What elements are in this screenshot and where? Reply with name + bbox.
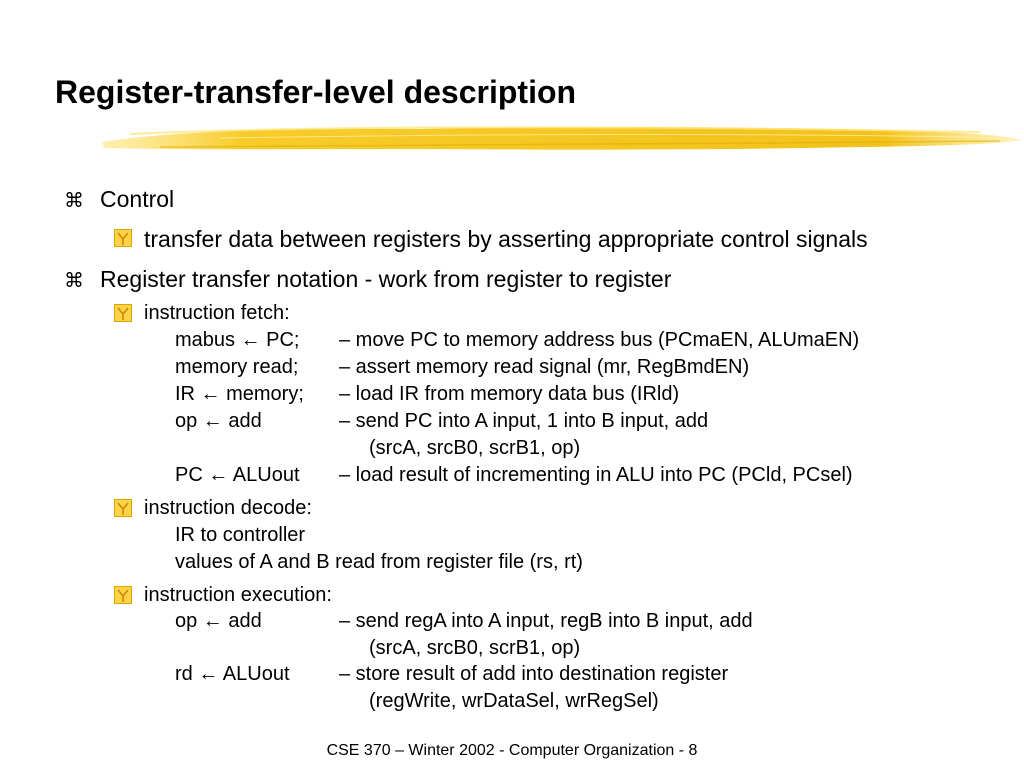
checkbox-bullet-icon	[114, 499, 132, 517]
item-instruction-execution: instruction execution:	[144, 584, 332, 606]
rtl-continuation: (srcA, srcB0, scrB1, op)	[369, 637, 581, 659]
checkbox-bullet-icon	[114, 586, 132, 604]
rtl-continuation: (regWrite, wrDataSel, wrRegSel)	[369, 690, 659, 712]
bullet-icon: ⌘	[64, 188, 84, 212]
item-transfer-data: transfer data between registers by asserting appropriate control signals	[144, 226, 868, 252]
slide-footer: CSE 370 – Winter 2002 - Computer Organization - 8	[326, 742, 698, 759]
bullet-icon: ⌘	[64, 268, 84, 292]
rtl-lhs: op ← add	[175, 410, 262, 432]
rtl-lhs: op ← add	[175, 610, 262, 632]
rtl-lhs: rd ← ALUout	[175, 663, 290, 685]
rtl-rhs: – move PC to memory address bus (PCmaEN, ALUmaEN)	[339, 329, 860, 351]
item-instruction-fetch: instruction fetch:	[144, 302, 290, 324]
slide-title: Register-transfer-level description	[55, 74, 577, 110]
checkbox-bullet-icon	[114, 229, 132, 247]
rtl-lhs: PC ← ALUout	[175, 464, 300, 486]
rtl-rhs: – send PC into A input, 1 into B input, add	[339, 410, 709, 432]
rtl-continuation: (srcA, srcB0, scrB1, op)	[369, 437, 581, 459]
item-control: Control	[100, 186, 175, 212]
decode-line: values of A and B read from register file (rs, rt)	[175, 551, 583, 573]
rtl-lhs: IR ← memory;	[175, 383, 304, 405]
rtl-rhs: – load IR from memory data bus (IRld)	[339, 383, 680, 405]
checkbox-bullet-icon	[114, 304, 132, 322]
rtl-rhs: – load result of incrementing in ALU into PC (PCld, PCsel)	[339, 464, 853, 486]
rtl-lhs: memory read;	[175, 356, 299, 378]
highlighter-stroke	[100, 120, 1024, 160]
rtl-rhs: – store result of add into destination register	[339, 663, 729, 685]
item-instruction-decode: instruction decode:	[144, 497, 312, 519]
item-register-transfer-notation: Register transfer notation - work from register to register	[100, 266, 672, 292]
rtl-rhs: – assert memory read signal (mr, RegBmdEN)	[339, 356, 750, 378]
rtl-rhs: – send regA into A input, regB into B input, add	[339, 610, 753, 632]
decode-line: IR to controller	[175, 524, 306, 546]
rtl-lhs: mabus ← PC;	[175, 329, 300, 351]
